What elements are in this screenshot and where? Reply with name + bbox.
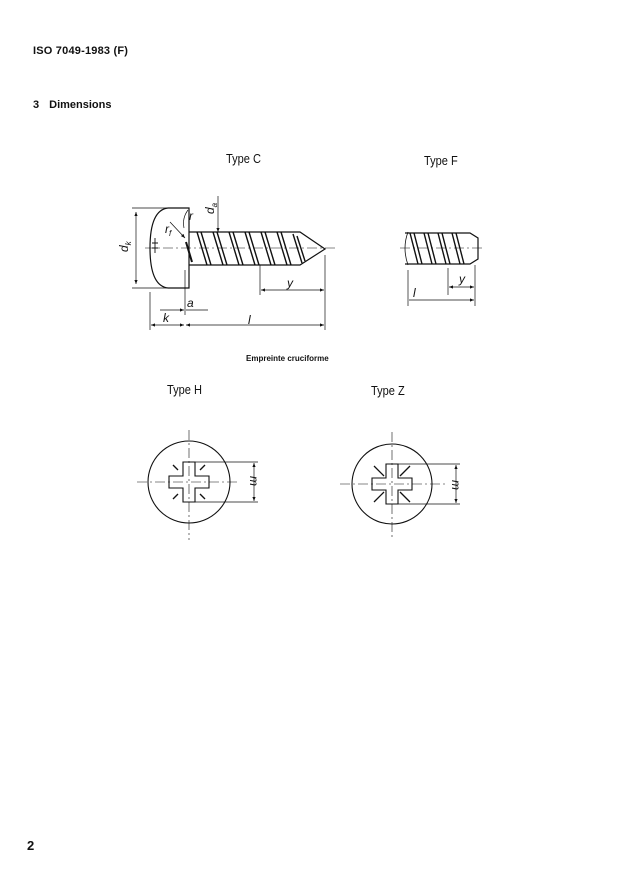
figure-label-type-h: Type H [167,382,203,397]
label-k: k [163,311,169,325]
type-h-label-m: m [247,476,261,486]
label-rf: $r_f$ [165,222,172,238]
figure-caption: Empreinte cruciforme [246,354,329,363]
label-l: l [248,313,251,327]
screw-type-c [132,196,335,330]
thread-lines [197,232,305,265]
type-f-label-y: y [459,272,465,286]
label-da: $d_a$ [203,202,219,214]
label-r: r [189,209,193,223]
figure-label-type-c: Type C [226,151,262,166]
recess-type-z [340,432,460,540]
section-title: Dimensions [49,99,112,111]
label-y: y [287,276,293,290]
page-number: 2 [27,838,35,853]
figure-label-type-z: Type Z [371,383,405,398]
section-number: 3 [33,99,40,111]
document-header: ISO 7049-1983 (F) [33,45,129,57]
recess-type-h [137,430,258,540]
type-z-label-m: m [449,480,463,490]
label-a: a [187,296,194,310]
label-dk: $d_k$ [117,241,133,252]
type-f-label-l: l [413,286,416,300]
figure-label-type-f: Type F [424,153,458,168]
